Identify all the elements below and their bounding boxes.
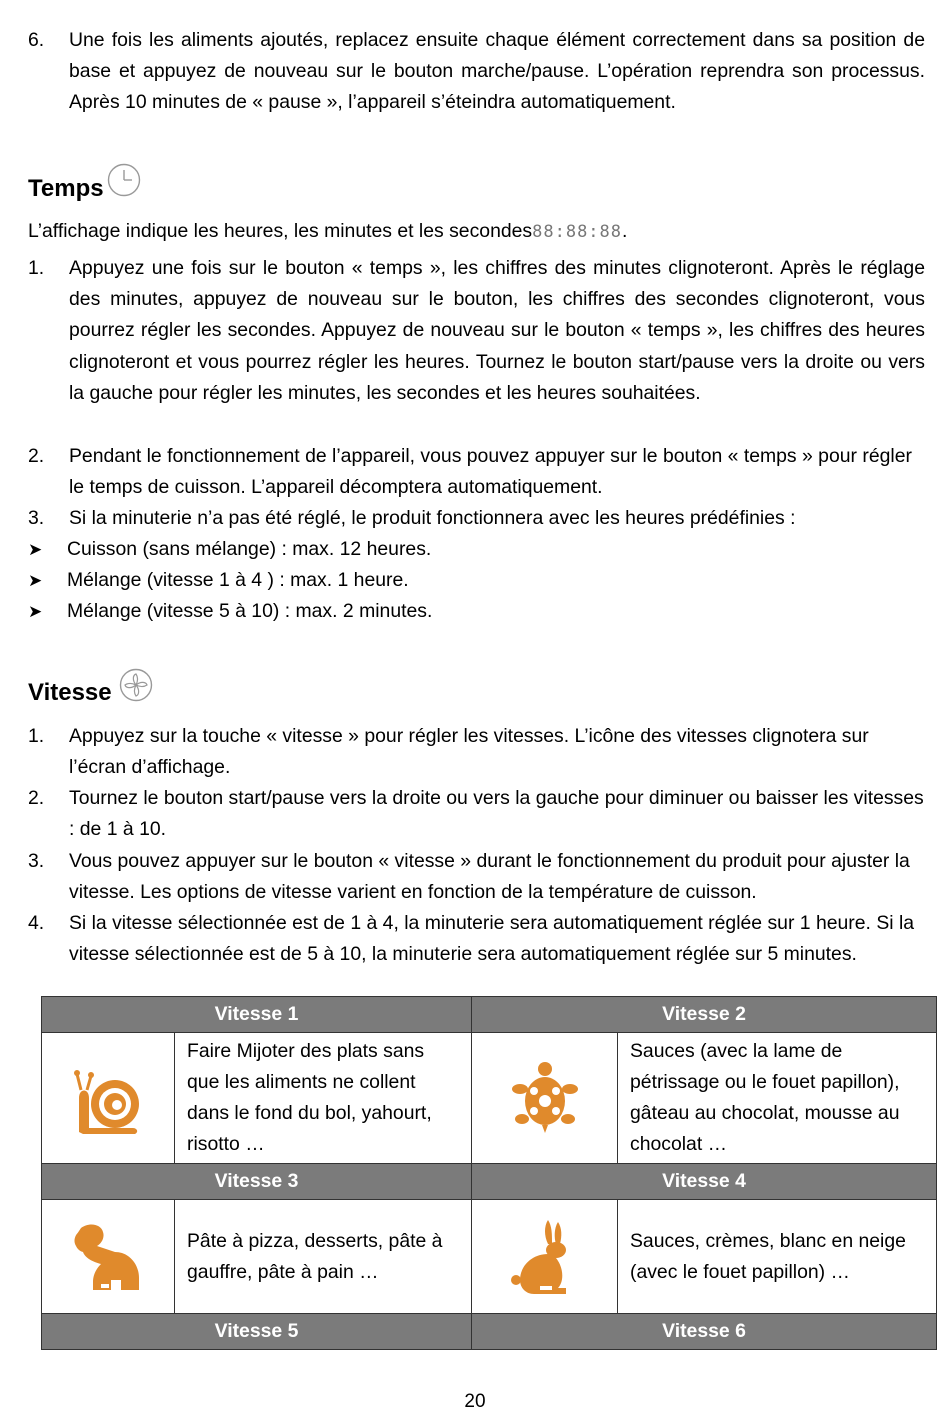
- temps-step-3: [28, 503, 925, 534]
- speed-description: Sauces (avec la lame de pétrissage ou le fouet papillon), gâteau au chocolat, mousse au chocolat …: [618, 1033, 937, 1164]
- turtle-icon: [472, 1061, 617, 1135]
- bullet-item: [28, 565, 908, 596]
- speed-header: Vitesse 4: [472, 1164, 937, 1200]
- clock-icon: [107, 163, 141, 197]
- step-text: Tournez le bouton start/pause vers la droite ou vers la gauche pour diminuer ou baisser les vitesses : de 1 à 10.: [69, 787, 924, 841]
- fan-icon: [119, 668, 153, 702]
- step-number: 4.: [28, 912, 45, 934]
- snail-icon: [42, 1058, 174, 1138]
- speed-icon-cell: [472, 1200, 618, 1314]
- table-header-row: [42, 1164, 937, 1200]
- intro-step: [28, 25, 925, 119]
- vitesse-step-4: [28, 908, 925, 970]
- bullet-text: Mélange (vitesse 1 à 4 ) : max. 1 heure.: [67, 569, 409, 591]
- step-text: Appuyez sur la touche « vitesse » pour régler les vitesses. L’icône des vitesses clignotera sur l’écran d’affichage.: [69, 725, 869, 779]
- step-text: Appuyez une fois sur le bouton « temps », les chiffres des minutes clignoteront. Après le réglage des minutes, appuyez de nouveau sur le bouton, les chiffres des secondes clignoteront, vous pourrez régler les secondes. Appuyez de nouveau sur le bouton « temps », les chiffres des heures clignoteront et vous pourrez régler les heures. Tournez le bouton start/pause vers la droite ou vers la gauche pour régler les minutes, les secondes et les heures souhaitées.: [69, 257, 925, 404]
- vitesse-step-1: [28, 721, 925, 783]
- speed-header: Vitesse 5: [42, 1314, 472, 1350]
- table-row: [42, 1033, 937, 1164]
- temps-intro-text: L’affichage indique les heures, les minutes et les secondes: [28, 220, 533, 242]
- speed-description: Pâte à pizza, desserts, pâte à gauffre, pâte à pain …: [175, 1200, 472, 1314]
- step-number: 2.: [28, 445, 45, 467]
- step-number: 3.: [28, 850, 45, 872]
- temps-title: Temps: [28, 175, 104, 202]
- vitesse-heading: [28, 668, 112, 706]
- arrow-bullet-icon: ➤: [28, 571, 43, 590]
- temps-intro-end: .: [622, 220, 628, 242]
- step-text: Si la vitesse sélectionnée est de 1 à 4, la minuterie sera automatiquement réglée sur 1 heure. Si la vitesse sélectionnée est de 5 à 10, la minuterie sera automatiquement réglée sur 5 minutes.: [69, 912, 915, 966]
- speed-header: Vitesse 2: [472, 997, 937, 1033]
- step-text: Une fois les aliments ajoutés, replacez ensuite chaque élément correctement dans sa position de base et appuyez de nouveau sur le bouton marche/pause. L’opération reprendra son processus. Après 10 minutes de « pause », l’appareil s’éteindra automatiquement.: [69, 29, 925, 114]
- temps-heading: [28, 163, 104, 202]
- arrow-bullet-icon: ➤: [28, 602, 43, 621]
- temps-step-1: [28, 253, 925, 409]
- bullet-item: [28, 596, 908, 627]
- rabbit-icon: [472, 1218, 617, 1296]
- step-number: 1.: [28, 725, 45, 747]
- step-number: 6.: [28, 29, 45, 51]
- vitesse-title: Vitesse: [28, 679, 112, 706]
- speed-icon-cell: [42, 1033, 175, 1164]
- temps-intro: [28, 216, 627, 248]
- time-display: 88:88:88: [532, 222, 623, 242]
- speed-description: Sauces, crèmes, blanc en neige (avec le fouet papillon) …: [618, 1200, 937, 1314]
- arrow-bullet-icon: ➤: [28, 540, 43, 559]
- step-text: Vous pouvez appuyer sur le bouton « vitesse » durant le fonctionnement du produit pour ajuster la vitesse. Les options de vitesse varient en fonction de la température de cuisson.: [69, 850, 910, 904]
- dog-icon: [42, 1222, 174, 1292]
- vitesse-step-2: [28, 783, 925, 845]
- speed-icon-cell: [42, 1200, 175, 1314]
- speed-description: Faire Mijoter des plats sans que les aliments ne collent dans le fond du bol, yahourt, risotto …: [175, 1033, 472, 1164]
- speed-header: Vitesse 3: [42, 1164, 472, 1200]
- table-row: [42, 1200, 937, 1314]
- temps-step-2: [28, 441, 925, 503]
- bullet-text: Mélange (vitesse 5 à 10) : max. 2 minutes.: [67, 600, 433, 622]
- step-number: 2.: [28, 787, 45, 809]
- vitesse-step-3: [28, 846, 925, 908]
- speed-header: Vitesse 6: [472, 1314, 937, 1350]
- step-number: 3.: [28, 507, 45, 529]
- table-header-row: [42, 997, 937, 1033]
- step-text: Si la minuterie n’a pas été réglé, le produit fonctionnera avec les heures prédéfinies :: [69, 507, 796, 529]
- speed-header: Vitesse 1: [42, 997, 472, 1033]
- bullet-item: [28, 534, 908, 565]
- bullet-text: Cuisson (sans mélange) : max. 12 heures.: [67, 538, 432, 560]
- speed-icon-cell: [472, 1033, 618, 1164]
- table-header-row: [42, 1314, 937, 1350]
- speed-table: [41, 996, 937, 1350]
- step-number: 1.: [28, 257, 45, 279]
- step-text: Pendant le fonctionnement de l’appareil, vous pouvez appuyer sur le bouton « temps » pour régler le temps de cuisson. L’appareil décomptera automatiquement.: [69, 445, 912, 499]
- page-number: 20: [464, 1391, 486, 1412]
